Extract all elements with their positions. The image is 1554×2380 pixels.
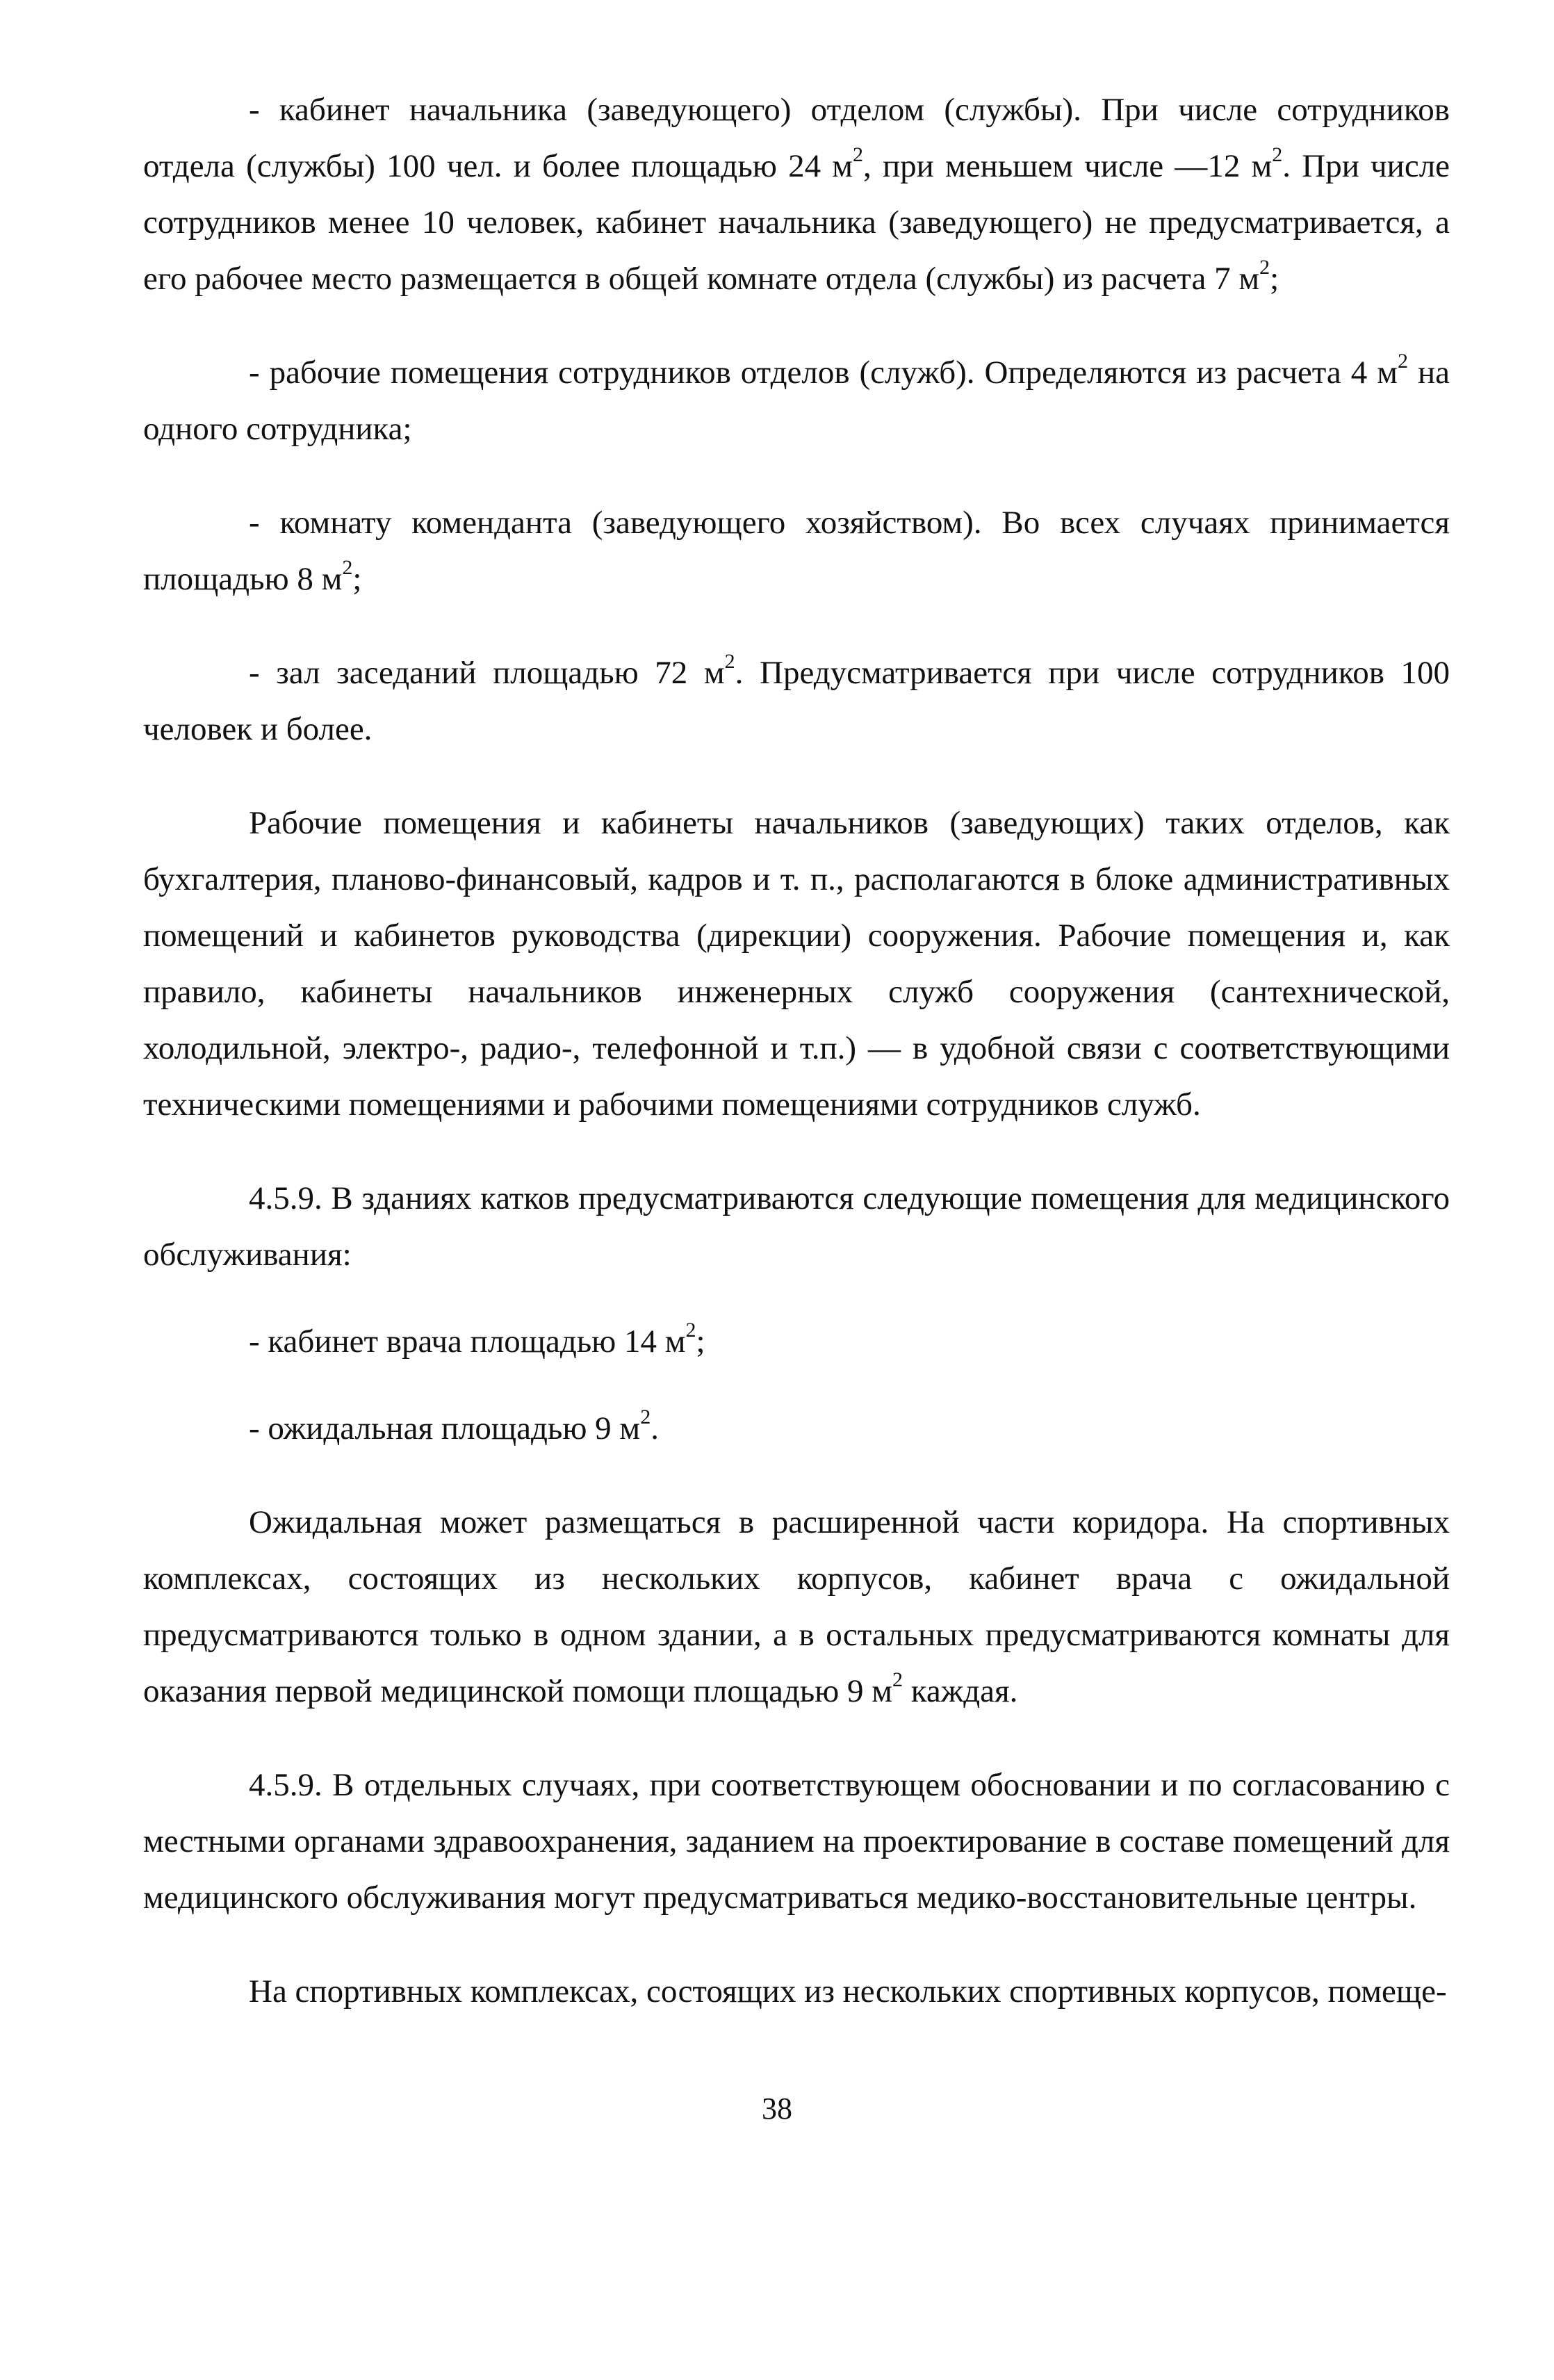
- paragraph-admin-block: Рабочие помещения и кабинеты начальников (заведующих) таких отделов, как бухгалтерия, планово-финансовый, кадров и т. п., располагаются в блоке административных помещений и кабинетов руководства (дирекции) сооружения. Рабочие помещения и, как правило, кабинеты начальников инженерных служб сооружения (сантехнической, холодильной, электро-, радио-, телефонной и т.п.) — в удобной связи с соответствующими техническими помещениями и рабочими помещениями сотрудников служб.: [143, 805, 1450, 1123]
- paragraph-rehab-centers: 4.5.9. В отдельных случаях, при соответствующем обосновании и по согласованию с местными органами здравоохранения, заданием на проектирование в составе помещений для медицинского обслуживания могут предусматриваться медико-восстановительные центры.: [143, 1767, 1450, 1916]
- body-text: [143, 82, 1450, 2020]
- page-number: 38: [762, 2092, 792, 2126]
- paragraph-office-head: - кабинет начальника (заведующего) отделом (службы). При числе сотрудников отдела (службы) 100 чел. и более площадью 24 $м^2$, при меньшем числе —12 $м^2$. При числе сотрудников менее 10 человек, кабинет начальника (заведующего) не предусматривается, а его рабочее место размещается в общей комнате отдела (службы) из расчета 7 $м^2$;: [143, 92, 1450, 297]
- paragraph-meeting-hall: - зал заседаний площадью 72 $м^2$. Предусматривается при числе сотрудников 100 человек и более.: [143, 650, 1450, 747]
- paragraph-medical-rooms: 4.5.9. В зданиях катков предусматриваются следующие помещения для медицинского обслуживания:: [143, 1180, 1450, 1273]
- paragraph-staff-rooms: - рабочие помещения сотрудников отделов (служб). Определяются из расчета 4 $м^2$ на одного сотрудника;: [143, 350, 1450, 447]
- paragraph-waiting-room: - ожидальная площадью 9 $м^2$.: [249, 1405, 659, 1446]
- paragraph-commandant-room: - комнату коменданта (заведующего хозяйством). Во всех случаях принимается площадью 8 $м^2$;: [143, 505, 1450, 597]
- paragraph-doctor-office: - кабинет врача площадью 14 $м^2$;: [249, 1319, 705, 1360]
- paragraph-waiting-corridor: Ожидальная может размещаться в расширенной части коридора. На спортивных комплексах, состоящих из нескольких корпусов, кабинет врача с ожидальной предусматриваются только в одном здании, а в остальных предусматриваются комнаты для оказания первой медицинской помощи площадью 9 $м^2$ каждая.: [143, 1504, 1450, 1709]
- paragraph-sports-complexes: На спортивных комплексах, состоящих из нескольких спортивных корпусов, помеще-: [249, 1973, 1447, 2010]
